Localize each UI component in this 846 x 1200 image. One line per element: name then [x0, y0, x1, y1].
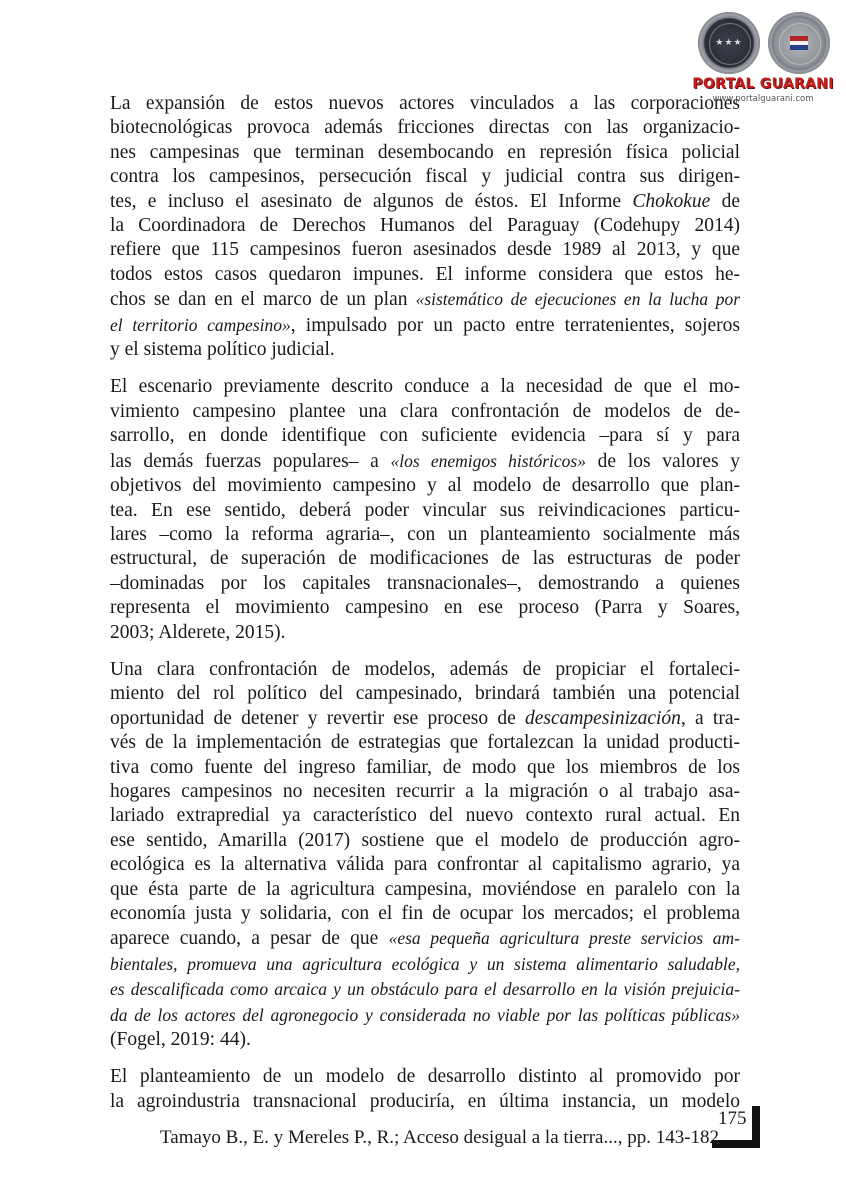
text-line: tes, e incluso el asesinato de algunos de éstos. El Informe Chokokue de: [110, 190, 740, 212]
text-line: las demás fuerzas populares– a «los enemigos históricos» de los valores y: [110, 450, 740, 472]
seal-right-icon: [768, 12, 830, 74]
text-line: [110, 1003, 740, 1028]
text-line: –dominadas por los capitales transnacionales–, demostrando a quienes: [110, 572, 740, 594]
text-line: vés de la implementación de estrategias que fortalezcan la unidad producti-: [110, 732, 740, 754]
paragraph: [110, 375, 740, 644]
text-line: que ésta parte de la agricultura campesina, moviéndose en paralelo con la: [110, 878, 740, 900]
italic-quote: «los enemigos históricos»: [390, 450, 586, 471]
text-line: todos estos casos quedaron impunes. El informe considera que estos he-: [110, 263, 740, 285]
text-line: estructural, de superación de modificaciones de las estructuras de poder: [110, 548, 740, 570]
logo-name: PORTAL GUARANI: [692, 76, 834, 92]
text-line: aparece cuando, a pesar de que «esa pequeña agricultura preste servicios am-: [110, 928, 740, 950]
text-line: vimiento campesino plantee una clara confrontación de modelos de de-: [110, 400, 740, 422]
text-line: ecológica es la alternativa válida para confrontar al capitalismo agrario, ya: [110, 854, 740, 876]
text-line: chos se dan en el marco de un plan «sistemático de ejecuciones en la lucha por: [110, 289, 740, 311]
italic-quote: «sistemático de ejecuciones en la lucha por: [415, 289, 740, 310]
text-line: contra los campesinos, persecución fiscal y judicial contra sus dirigen-: [110, 166, 740, 188]
body-text: [110, 92, 740, 1127]
italic-term: descampesinización: [524, 707, 681, 729]
text-line: miento del rol político del campesinado, brindará también una potencial: [110, 683, 740, 705]
italic-quote: es descalificada como arcaica y un obstáculo para el desarrollo en la visión prejuicia-: [110, 979, 740, 1000]
text-line: tea. En ese sentido, deberá poder vincular sus reivindicaciones particu-: [110, 499, 740, 521]
text-line: nes campesinas que terminan desembocando en represión física policial: [110, 141, 740, 163]
text-line: Una clara confrontación de modelos, además de propiciar el fortaleci-: [110, 658, 740, 680]
paragraph: [110, 92, 740, 362]
text-line: [110, 952, 740, 977]
logo-url: www.portalguarani.com: [712, 94, 814, 104]
text-line: (Fogel, 2019: 44).: [110, 1029, 251, 1051]
text-line: el territorio campesino», impulsado por un pacto entre terratenientes, sojeros: [110, 314, 740, 336]
text-line: [110, 977, 740, 1002]
text-line: ese sentido, Amarilla (2017) sostiene que el modelo de producción agro-: [110, 829, 740, 851]
text-line: la agroindustria transnacional produciría, en última instancia, un modelo: [110, 1090, 740, 1112]
text-line: representa el movimiento campesino en ese proceso (Parra y Soares,: [110, 597, 740, 619]
italic-quote: da de los actores del agronegocio y considerada no viable por las políticas públicas»: [110, 1004, 740, 1025]
paragraph: [110, 658, 740, 1053]
text-line: economía justa y solidaria, con el fin de ocupar los mercados; el problema: [110, 903, 740, 924]
text-line: biotecnológicas provoca además fricciones directas con las organizacio-: [110, 117, 740, 139]
text-line: oportunidad de detener y revertir ese proceso de descampesinización, a tra-: [110, 707, 740, 729]
text-line: lares –como la reforma agraria–, con un planteamiento socialmente más: [110, 523, 740, 545]
seal-left-icon: ★★★: [698, 12, 760, 74]
text-line: objetivos del movimiento campesino y al modelo de desarrollo que plan-: [110, 475, 740, 497]
text-line: la Coordinadora de Derechos Humanos del Paraguay (Codehupy 2014): [110, 215, 740, 237]
text-line: sarrollo, en donde identifique con suficiente evidencia –para sí y para: [110, 425, 740, 447]
italic-quote: bientales, promueva una agricultura ecológica y un sistema alimentario saludable,: [110, 953, 740, 974]
paragraph: [110, 1065, 740, 1114]
footer-citation: Tamayo B., E. y Mereles P., R.; Acceso desigual a la tierra..., pp. 143-182.: [160, 1127, 724, 1148]
text-line: y el sistema político judicial.: [110, 339, 335, 361]
text-line: hogares campesinos no necesiten recurrir a la migración o al trabajo asa-: [110, 780, 740, 802]
text-line: El escenario previamente descrito conduce a la necesidad de que el mo-: [110, 376, 740, 398]
italic-term: Chokokue: [632, 190, 711, 212]
text-line: tiva como fuente del ingreso familiar, de modo que los miembros de los: [110, 756, 740, 778]
text-line: lariado extrapredial ya característico del nuevo contexto rural actual. En: [110, 805, 740, 827]
text-line: El planteamiento de un modelo de desarrollo distinto al promovido por: [110, 1066, 740, 1088]
text-line: La expansión de estos nuevos actores vinculados a las corporaciones: [110, 93, 740, 114]
text-line: 2003; Alderete, 2015).: [110, 621, 286, 643]
italic-quote: el territorio campesino»: [110, 314, 291, 335]
italic-quote: «esa pequeña agricultura preste servicios am-: [388, 928, 740, 949]
page-number: 175: [718, 1108, 747, 1129]
text-line: refiere que 115 campesinos fueron asesinados desde 1989 al 2013, y que: [110, 239, 740, 261]
